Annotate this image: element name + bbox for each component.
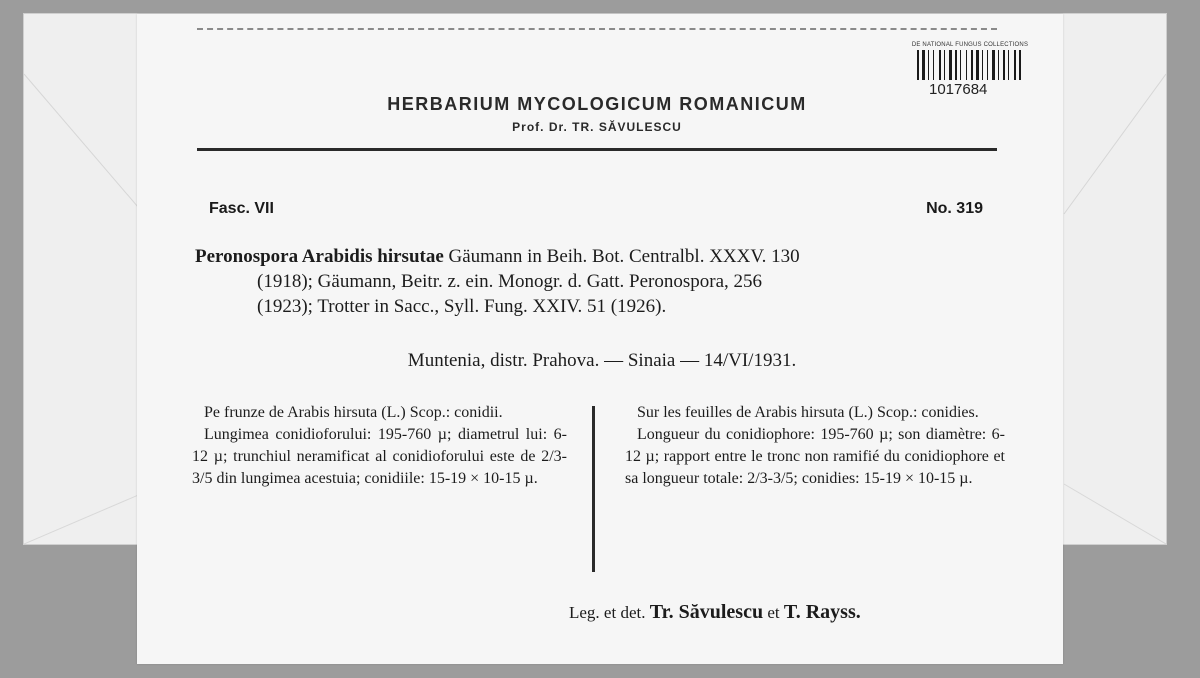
- barcode-icon: [905, 50, 1035, 80]
- species-name: Peronospora Arabidis hirsutae: [195, 246, 444, 267]
- citation-line-2: (1918); Gäumann, Beitr. z. ein. Monogr. d. Gatt. Peronospora, 256: [257, 271, 763, 292]
- herbarium-title: HERBARIUM MYCOLOGICUM ROMANICUM: [387, 94, 807, 114]
- column-divider: [592, 406, 595, 572]
- french-host: Sur les feuilles de Arabis hirsuta (L.) Scop.: conidies.: [637, 404, 979, 421]
- citation-line-1: [195, 244, 1005, 269]
- romanian-description: [192, 402, 567, 490]
- romanian-host: Pe frunze de Arabis hirsuta (L.) Scop.: conidii.: [204, 404, 503, 421]
- top-rule: [197, 28, 997, 31]
- header-rule: [197, 148, 997, 151]
- fascicle-label: Fasc. VII: [209, 200, 274, 217]
- locality: Muntenia, distr. Prahova. — Sinaia — 14/VI/1931.: [407, 350, 797, 371]
- specimen-number: No. 319: [926, 200, 983, 217]
- collector-2: T. Rayss.: [783, 601, 861, 623]
- leg-det-prefix: Leg. et det.: [569, 603, 646, 622]
- barcode-caption: DE NATIONAL FUNGUS COLLECTIONS: [911, 42, 1029, 48]
- romanian-measurements: Lungimea conidioforului: 195-760 µ; diametrul lui: 6-12 µ; trunchiul neramificat al conidioforului este de 2/3-3/5 din lungimea acestuia; conidiile: 15-19 × 10-15 µ.: [192, 426, 567, 487]
- collector-1: Tr. Săvulescu: [649, 601, 764, 623]
- herbarium-subtitle: Prof. Dr. TR. SĂVULESCU: [512, 120, 682, 134]
- herbarium-label: [137, 14, 1063, 664]
- collectors-conjunction: et: [767, 603, 780, 622]
- citation-line-3: (1923); Trotter in Sacc., Syll. Fung. XXIV. 51 (1926).: [257, 296, 667, 317]
- taxon-citation: [195, 244, 1005, 319]
- french-measurements: Longueur du conidiophore: 195-760 µ; son diamètre: 6-12 µ; rapport entre le tronc non ramifié du conidiophore et sa longueur totale: 2/3-3/5; conidies: 15-19 × 10-15 µ.: [625, 426, 1005, 487]
- barcode-number: 1017684: [929, 81, 988, 98]
- collectors-line: [569, 601, 861, 624]
- citation-authority: Gäumann in Beih. Bot. Centralbl. XXXV. 130: [443, 246, 800, 267]
- french-description: [625, 402, 1005, 490]
